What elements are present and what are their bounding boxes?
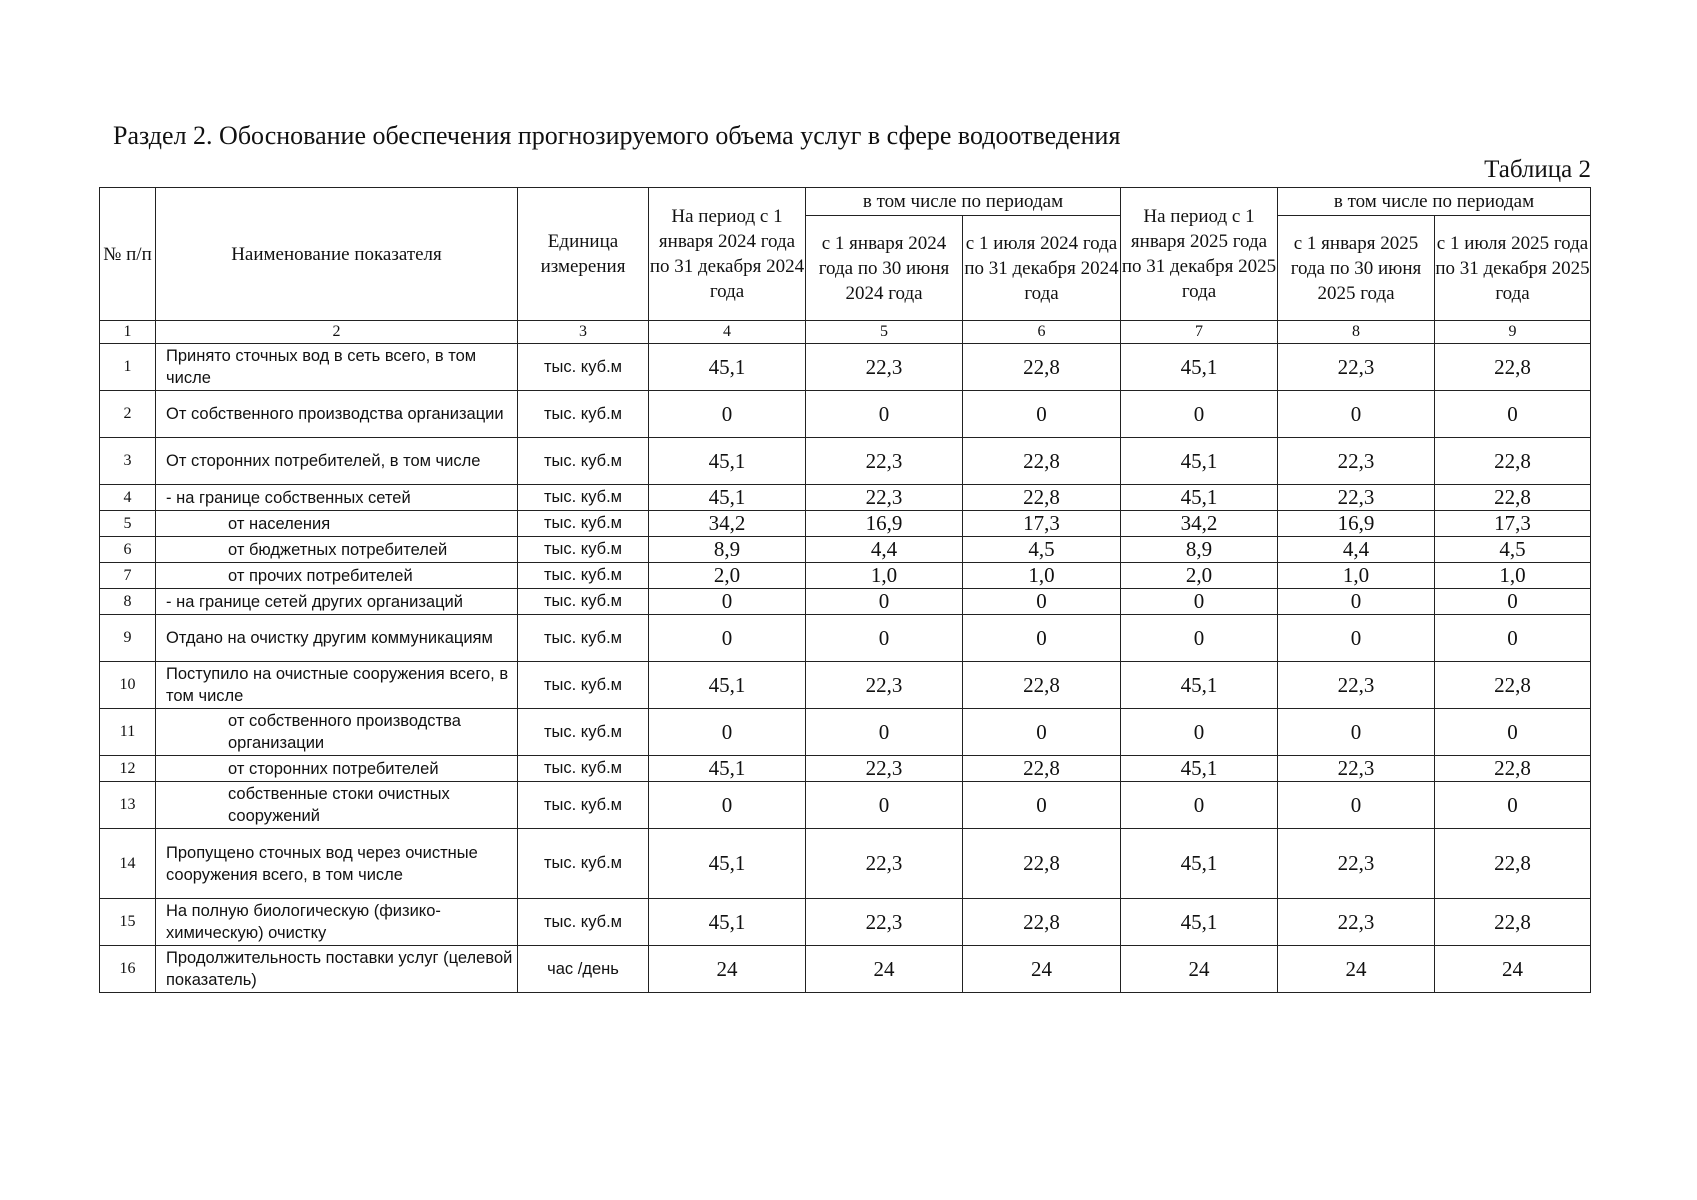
row-value: 0 <box>1435 391 1591 438</box>
table-row <box>100 829 1591 899</box>
column-number: 2 <box>156 321 518 344</box>
header-h2-2024: с 1 июля 2024 года по 31 декабря 2024 года <box>963 216 1121 321</box>
row-unit: тыс. куб.м <box>518 829 649 899</box>
row-unit: час /день <box>518 946 649 993</box>
row-value: 24 <box>806 946 963 993</box>
row-value: 0 <box>1435 615 1591 662</box>
row-value: 0 <box>1278 782 1435 829</box>
row-value: 24 <box>1278 946 1435 993</box>
row-value: 8,9 <box>1121 537 1278 563</box>
row-value: 45,1 <box>649 438 806 485</box>
row-unit: тыс. куб.м <box>518 782 649 829</box>
row-value: 45,1 <box>1121 662 1278 709</box>
table-row <box>100 563 1591 589</box>
row-unit: тыс. куб.м <box>518 344 649 391</box>
row-value: 22,3 <box>1278 899 1435 946</box>
row-value: 22,3 <box>1278 829 1435 899</box>
table-caption: Таблица 2 <box>1484 156 1591 183</box>
row-value: 22,3 <box>806 344 963 391</box>
row-value: 22,3 <box>806 756 963 782</box>
row-value: 2,0 <box>649 563 806 589</box>
row-value: 0 <box>649 615 806 662</box>
table-row <box>100 899 1591 946</box>
row-number: 11 <box>100 709 156 756</box>
row-number: 5 <box>100 511 156 537</box>
row-number: 3 <box>100 438 156 485</box>
row-value: 1,0 <box>806 563 963 589</box>
row-value: 22,3 <box>806 899 963 946</box>
row-name: от бюджетных потребителей <box>156 537 518 563</box>
table-row <box>100 615 1591 662</box>
table-row <box>100 391 1591 438</box>
row-value: 22,3 <box>1278 485 1435 511</box>
row-value: 16,9 <box>806 511 963 537</box>
table-row <box>100 756 1591 782</box>
row-value: 4,4 <box>1278 537 1435 563</box>
row-value: 0 <box>1278 709 1435 756</box>
header-name: Наименование показателя <box>156 188 518 321</box>
table-row <box>100 537 1591 563</box>
row-value: 0 <box>1121 782 1278 829</box>
row-value: 0 <box>963 589 1121 615</box>
column-number: 4 <box>649 321 806 344</box>
row-value: 45,1 <box>1121 438 1278 485</box>
row-name: Отдано на очистку другим коммуникациям <box>156 615 518 662</box>
row-value: 45,1 <box>1121 485 1278 511</box>
row-value: 45,1 <box>1121 344 1278 391</box>
row-unit: тыс. куб.м <box>518 563 649 589</box>
table-body <box>100 344 1591 993</box>
row-value: 0 <box>1278 589 1435 615</box>
row-number: 16 <box>100 946 156 993</box>
header-h1-2024: с 1 января 2024 года по 30 июня 2024 года <box>806 216 963 321</box>
row-value: 22,8 <box>963 438 1121 485</box>
row-value: 0 <box>1278 391 1435 438</box>
row-unit: тыс. куб.м <box>518 899 649 946</box>
header-period-2024: На период с 1 января 2024 года по 31 декабря 2024 года <box>649 188 806 321</box>
row-unit: тыс. куб.м <box>518 756 649 782</box>
row-value: 22,3 <box>806 662 963 709</box>
row-value: 0 <box>1121 615 1278 662</box>
row-value: 22,8 <box>1435 756 1591 782</box>
row-value: 22,3 <box>806 485 963 511</box>
row-value: 34,2 <box>1121 511 1278 537</box>
row-value: 45,1 <box>1121 829 1278 899</box>
row-value: 4,5 <box>963 537 1121 563</box>
row-value: 24 <box>649 946 806 993</box>
row-unit: тыс. куб.м <box>518 615 649 662</box>
row-number: 6 <box>100 537 156 563</box>
row-value: 1,0 <box>1278 563 1435 589</box>
row-value: 45,1 <box>649 344 806 391</box>
row-value: 45,1 <box>649 662 806 709</box>
row-name: - на границе сетей других организаций <box>156 589 518 615</box>
row-value: 0 <box>963 709 1121 756</box>
header-num: № п/п <box>100 188 156 321</box>
header-unit: Единица измерения <box>518 188 649 321</box>
header-incl-2024: в том числе по периодам <box>806 188 1121 216</box>
column-number: 6 <box>963 321 1121 344</box>
row-name: от сторонних потребителей <box>156 756 518 782</box>
row-value: 22,8 <box>963 344 1121 391</box>
row-number: 2 <box>100 391 156 438</box>
row-value: 0 <box>1121 391 1278 438</box>
row-name: От сторонних потребителей, в том числе <box>156 438 518 485</box>
row-value: 24 <box>1121 946 1278 993</box>
row-unit: тыс. куб.м <box>518 438 649 485</box>
row-value: 0 <box>649 782 806 829</box>
header-incl-2025: в том числе по периодам <box>1278 188 1591 216</box>
row-value: 0 <box>1435 782 1591 829</box>
table-row <box>100 344 1591 391</box>
row-name: собственные стоки очистных сооружений <box>156 782 518 829</box>
forecast-table <box>99 187 1591 993</box>
table-header <box>100 188 1591 344</box>
row-value: 0 <box>806 589 963 615</box>
row-name: На полную биологическую (физико-химическую) очистку <box>156 899 518 946</box>
header-h1-2025: с 1 января 2025 года по 30 июня 2025 года <box>1278 216 1435 321</box>
column-number: 5 <box>806 321 963 344</box>
row-name: Поступило на очистные сооружения всего, в том числе <box>156 662 518 709</box>
row-number: 13 <box>100 782 156 829</box>
row-value: 22,3 <box>806 829 963 899</box>
row-value: 22,3 <box>1278 662 1435 709</box>
column-number: 7 <box>1121 321 1278 344</box>
row-value: 0 <box>806 709 963 756</box>
table-row <box>100 511 1591 537</box>
column-number: 8 <box>1278 321 1435 344</box>
row-unit: тыс. куб.м <box>518 589 649 615</box>
row-value: 0 <box>806 615 963 662</box>
row-name: от собственного производства организации <box>156 709 518 756</box>
row-value: 8,9 <box>649 537 806 563</box>
row-value: 0 <box>1435 709 1591 756</box>
row-value: 22,3 <box>1278 438 1435 485</box>
row-value: 1,0 <box>1435 563 1591 589</box>
row-value: 0 <box>649 589 806 615</box>
row-value: 45,1 <box>649 829 806 899</box>
table-row <box>100 589 1591 615</box>
row-value: 0 <box>963 615 1121 662</box>
row-number: 12 <box>100 756 156 782</box>
row-value: 0 <box>806 391 963 438</box>
row-number: 9 <box>100 615 156 662</box>
row-number: 15 <box>100 899 156 946</box>
row-name: Принято сточных вод в сеть всего, в том числе <box>156 344 518 391</box>
row-value: 45,1 <box>1121 899 1278 946</box>
row-unit: тыс. куб.м <box>518 485 649 511</box>
row-number: 1 <box>100 344 156 391</box>
row-value: 22,8 <box>1435 438 1591 485</box>
row-value: 22,8 <box>963 899 1121 946</box>
row-unit: тыс. куб.м <box>518 537 649 563</box>
row-value: 22,8 <box>963 756 1121 782</box>
row-value: 45,1 <box>1121 756 1278 782</box>
row-value: 22,8 <box>1435 485 1591 511</box>
row-value: 1,0 <box>963 563 1121 589</box>
row-value: 24 <box>1435 946 1591 993</box>
row-value: 22,8 <box>963 829 1121 899</box>
row-value: 0 <box>1435 589 1591 615</box>
table-row <box>100 438 1591 485</box>
row-value: 24 <box>963 946 1121 993</box>
row-value: 0 <box>963 391 1121 438</box>
column-number: 1 <box>100 321 156 344</box>
header-h2-2025: с 1 июля 2025 года по 31 декабря 2025 года <box>1435 216 1591 321</box>
row-value: 22,8 <box>1435 899 1591 946</box>
row-value: 0 <box>649 391 806 438</box>
row-name: Пропущено сточных вод через очистные сооружения всего, в том числе <box>156 829 518 899</box>
row-value: 45,1 <box>649 899 806 946</box>
row-value: 22,8 <box>963 662 1121 709</box>
row-name: от населения <box>156 511 518 537</box>
row-name: От собственного производства организации <box>156 391 518 438</box>
row-number: 7 <box>100 563 156 589</box>
row-value: 4,5 <box>1435 537 1591 563</box>
row-value: 2,0 <box>1121 563 1278 589</box>
row-value: 45,1 <box>649 756 806 782</box>
table-row <box>100 485 1591 511</box>
row-unit: тыс. куб.м <box>518 709 649 756</box>
row-value: 0 <box>1278 615 1435 662</box>
row-value: 0 <box>1121 589 1278 615</box>
row-name: Продолжительность поставки услуг (целевой показатель) <box>156 946 518 993</box>
row-value: 45,1 <box>649 485 806 511</box>
row-value: 22,3 <box>806 438 963 485</box>
row-unit: тыс. куб.м <box>518 662 649 709</box>
row-value: 0 <box>1121 709 1278 756</box>
table-row <box>100 946 1591 993</box>
row-number: 8 <box>100 589 156 615</box>
section-title: Раздел 2. Обоснование обеспечения прогнозируемого объема услуг в сфере водоотведения <box>113 121 1121 150</box>
row-value: 0 <box>649 709 806 756</box>
row-name: от прочих потребителей <box>156 563 518 589</box>
row-number: 4 <box>100 485 156 511</box>
row-value: 17,3 <box>963 511 1121 537</box>
table-row <box>100 662 1591 709</box>
row-value: 22,8 <box>1435 829 1591 899</box>
row-value: 4,4 <box>806 537 963 563</box>
row-value: 22,8 <box>1435 662 1591 709</box>
column-number-row <box>100 321 1591 344</box>
row-unit: тыс. куб.м <box>518 391 649 438</box>
table-row <box>100 709 1591 756</box>
row-value: 22,8 <box>1435 344 1591 391</box>
row-value: 22,8 <box>963 485 1121 511</box>
row-value: 0 <box>963 782 1121 829</box>
row-value: 16,9 <box>1278 511 1435 537</box>
row-value: 22,3 <box>1278 344 1435 391</box>
row-value: 22,3 <box>1278 756 1435 782</box>
row-unit: тыс. куб.м <box>518 511 649 537</box>
row-number: 14 <box>100 829 156 899</box>
row-number: 10 <box>100 662 156 709</box>
table-row <box>100 782 1591 829</box>
header-period-2025: На период с 1 января 2025 года по 31 декабря 2025 года <box>1121 188 1278 321</box>
row-value: 0 <box>806 782 963 829</box>
row-name: - на границе собственных сетей <box>156 485 518 511</box>
column-number: 9 <box>1435 321 1591 344</box>
column-number: 3 <box>518 321 649 344</box>
row-value: 17,3 <box>1435 511 1591 537</box>
row-value: 34,2 <box>649 511 806 537</box>
